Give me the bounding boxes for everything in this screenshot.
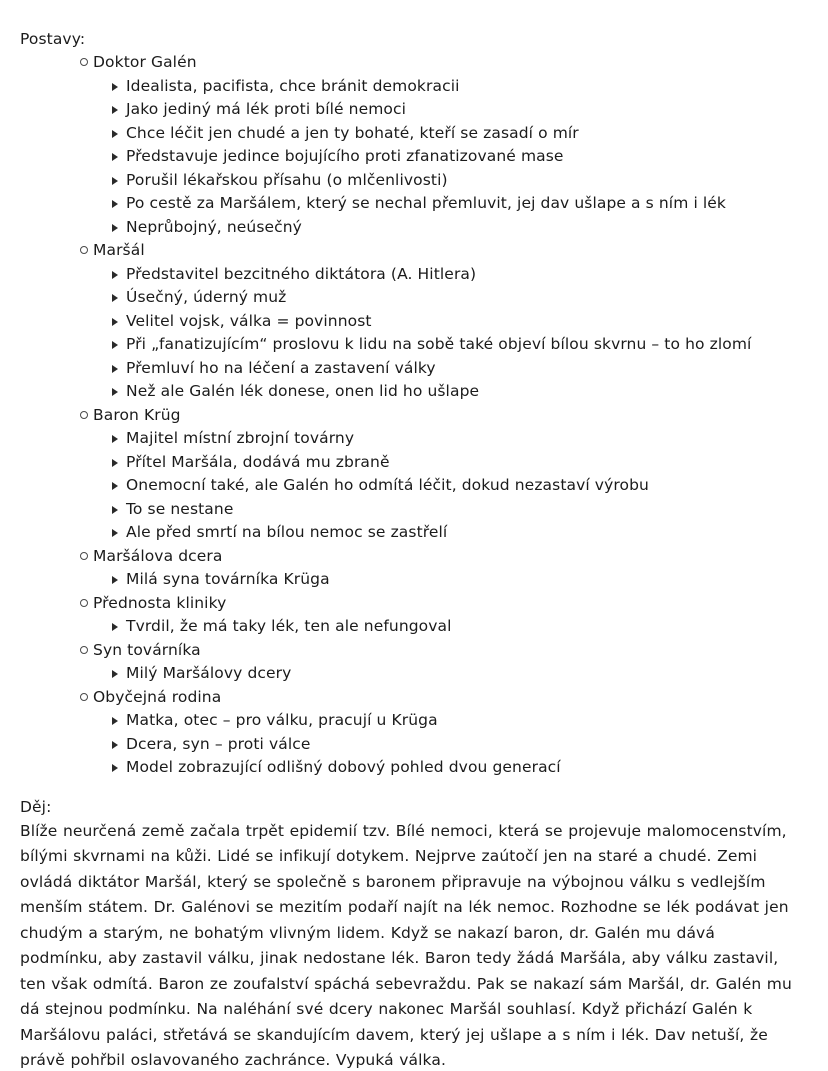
character-item <box>20 404 802 428</box>
trait-text: Chce léčit jen chudé a jen ty bohaté, kteří se zasadí o mír <box>126 123 579 142</box>
triangle-bullet-icon <box>112 153 118 161</box>
circle-bullet-icon <box>80 411 88 419</box>
trait-text: Matka, otec – pro válku, pracují u Krüga <box>126 711 438 729</box>
trait-text: Model zobrazující odlišný dobový pohled dvou generací <box>126 758 561 776</box>
trait-item <box>20 615 802 639</box>
circle-bullet-icon <box>80 693 88 701</box>
triangle-bullet-icon <box>112 365 118 373</box>
trait-text: Neprůbojný, neúsečný <box>126 217 302 236</box>
triangle-bullet-icon <box>112 224 118 232</box>
trait-item <box>20 474 802 498</box>
trait-text: Přemluví ho na léčení a zastavení války <box>126 358 436 377</box>
character-item <box>20 639 802 663</box>
trait-item <box>20 192 802 216</box>
trait-item <box>20 756 802 780</box>
trait-item <box>20 568 802 592</box>
trait-item <box>20 521 802 545</box>
characters-list <box>20 51 802 780</box>
trait-item <box>20 662 802 686</box>
trait-item <box>20 169 802 193</box>
character-item <box>20 545 802 569</box>
triangle-bullet-icon <box>112 482 118 490</box>
circle-bullet-icon <box>80 599 88 607</box>
trait-item <box>20 75 802 99</box>
trait-item <box>20 733 802 757</box>
trait-item <box>20 310 802 334</box>
triangle-bullet-icon <box>112 623 118 631</box>
circle-bullet-icon <box>80 552 88 560</box>
trait-text: Než ale Galén lék donese, onen lid ho ušlape <box>126 382 480 400</box>
triangle-bullet-icon <box>112 271 118 279</box>
trait-text: Porušil lékařskou přísahu (o mlčenlivosti) <box>126 170 448 189</box>
character-item <box>20 239 802 263</box>
triangle-bullet-icon <box>112 106 118 114</box>
trait-item <box>20 98 802 122</box>
postavy-heading: Postavy: <box>20 30 86 48</box>
character-name: Doktor Galén <box>93 53 197 71</box>
trait-item <box>20 145 802 169</box>
triangle-bullet-icon <box>112 741 118 749</box>
trait-text: Po cestě za Maršálem, který se nechal přemluvit, jej dav ušlape a s ním i lék <box>126 194 726 212</box>
trait-item <box>20 333 802 357</box>
trait-text: Velitel vojsk, válka = povinnost <box>126 311 372 330</box>
trait-text: Ale před smrtí na bílou nemoc se zastřelí <box>126 523 448 541</box>
triangle-bullet-icon <box>112 435 118 443</box>
character-name: Přednosta kliniky <box>93 593 227 612</box>
character-name: Baron Krüg <box>93 405 181 424</box>
trait-text: Milý Maršálovy dcery <box>126 664 292 682</box>
circle-bullet-icon <box>80 646 88 654</box>
character-item <box>20 686 802 710</box>
trait-item <box>20 286 802 310</box>
trait-text: Tvrdil, že má taky lék, ten ale nefungoval <box>126 617 452 635</box>
triangle-bullet-icon <box>112 576 118 584</box>
trait-text: Při „fanatizujícím“ proslovu k lidu na sobě také objeví bílou skvrnu – to ho zlomí <box>126 335 752 353</box>
trait-text: To se nestane <box>126 499 234 518</box>
trait-item <box>20 451 802 475</box>
triangle-bullet-icon <box>112 83 118 91</box>
trait-item <box>20 357 802 381</box>
trait-item <box>20 263 802 287</box>
plot-paragraph: Blíže neurčená země začala trpět epidemií tzv. Bílé nemoci, která se projevuje malomocenstvím, bílými skvrnami na kůži. Lidé se infikují dotykem. Nejprve zaútočí jen na staré a chudé. Zemi ovládá diktátor Maršál, který se společně s baronem připravuje na výbojnou válku s vedlejším menším státem. Dr. Galénovi se mezitím podaří najít na lék nemoc. Rozhodne se lék podávat jen chudým a starým, ne bohatým vlivným lidem. Když se nakazí baron, dr. Galén mu dává podmínku, aby zastavil válku, jinak nedostane lék. Baron tedy žádá Maršála, aby válku zastavil, ten však odmítá. Baron ze zoufalství spáchá sebevraždu. Pak se nakazí sám Maršál, dr. Galén mu dá stejnou podmínku. Na naléhání své dcery nakonec Maršál souhlasí. Když přichází Galén k Maršálovu paláci, střetává se skandujícím davem, který jej ušlape a s ním i lék. Dav netuší, že právě pohřbil oslavovaného zachránce. Vypuká válka. <box>20 821 792 1069</box>
triangle-bullet-icon <box>112 294 118 302</box>
trait-text: Představuje jedince bojujícího proti zfanatizované mase <box>126 147 564 165</box>
triangle-bullet-icon <box>112 177 118 185</box>
triangle-bullet-icon <box>112 130 118 138</box>
character-name: Obyčejná rodina <box>93 687 222 706</box>
trait-item <box>20 380 802 404</box>
triangle-bullet-icon <box>112 764 118 772</box>
triangle-bullet-icon <box>112 717 118 725</box>
trait-text: Dcera, syn – proti válce <box>126 734 311 753</box>
triangle-bullet-icon <box>112 388 118 396</box>
character-item <box>20 51 802 75</box>
trait-text: Jako jediný má lék proti bílé nemoci <box>126 100 407 118</box>
triangle-bullet-icon <box>112 670 118 678</box>
trait-text: Přítel Maršála, dodává mu zbraně <box>126 452 390 471</box>
circle-bullet-icon <box>80 246 88 254</box>
trait-item <box>20 427 802 451</box>
triangle-bullet-icon <box>112 529 118 537</box>
character-name: Syn továrníka <box>93 640 201 659</box>
trait-text: Idealista, pacifista, chce bránit demokracii <box>126 76 460 95</box>
dej-heading: Děj: <box>20 797 52 816</box>
trait-item <box>20 709 802 733</box>
character-name: Maršál <box>93 241 145 259</box>
trait-item <box>20 216 802 240</box>
triangle-bullet-icon <box>112 341 118 349</box>
character-name: Maršálova dcera <box>93 546 223 565</box>
trait-item <box>20 122 802 146</box>
trait-item <box>20 498 802 522</box>
trait-text: Milá syna továrníka Krüga <box>126 570 330 588</box>
triangle-bullet-icon <box>112 459 118 467</box>
circle-bullet-icon <box>80 58 88 66</box>
trait-text: Úsečný, úderný muž <box>126 288 287 306</box>
triangle-bullet-icon <box>112 318 118 326</box>
trait-text: Představitel bezcitného diktátora (A. Hitlera) <box>126 264 477 283</box>
triangle-bullet-icon <box>112 200 118 208</box>
character-item <box>20 592 802 616</box>
section-dej <box>20 795 802 1071</box>
trait-text: Onemocní také, ale Galén ho odmítá léčit, dokud nezastaví výrobu <box>126 476 649 494</box>
trait-text: Majitel místní zbrojní továrny <box>126 429 355 447</box>
triangle-bullet-icon <box>112 506 118 514</box>
section-postavy <box>20 27 802 780</box>
